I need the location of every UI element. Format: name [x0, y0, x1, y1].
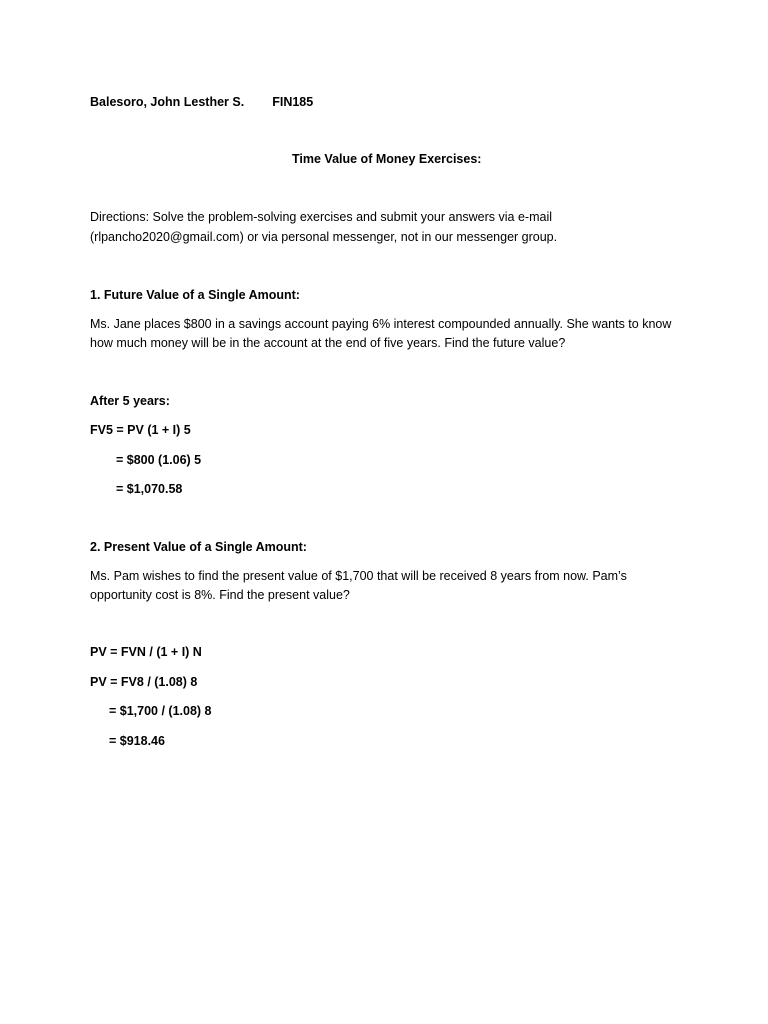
problem1-text-line-1: Ms. Jane places $800 in a savings account paying 6% interest compounded annually. She wants to know [90, 317, 672, 331]
directions-line-1: Directions: Solve the problem-solving exercises and submit your answers via e-mail [90, 210, 552, 224]
problem1-step-1: = $800 (1.06) 5 [116, 453, 202, 467]
problem2-heading: 2. Present Value of a Single Amount: [90, 540, 307, 554]
problem2-step-2: = $918.46 [109, 734, 165, 748]
problem2-text-line-2: opportunity cost is 8%. Find the present value? [90, 588, 350, 602]
problem2-text-line-1: Ms. Pam wishes to find the present value of $1,700 that will be received 8 years from now. Pam’s [90, 569, 627, 583]
course-code: FIN185 [272, 95, 314, 109]
problem1-after: After 5 years: [90, 394, 170, 408]
header-line [90, 94, 313, 110]
problem2-formula-1: PV = FVN / (1 + I) N [90, 645, 202, 659]
directions-line-2: (rlpancho2020@gmail.com) or via personal messenger, not in our messenger group. [90, 230, 558, 244]
problem2-step-1: = $1,700 / (1.08) 8 [109, 704, 212, 718]
problem1-step-2: = $1,070.58 [116, 482, 183, 496]
problem1-text-line-2: how much money will be in the account at the end of five years. Find the future value? [90, 336, 566, 350]
student-name: Balesoro, John Lesther S. [90, 95, 245, 109]
problem1-formula: FV5 = PV (1 + I) 5 [90, 423, 191, 437]
problem2-formula-2: PV = FV8 / (1.08) 8 [90, 675, 198, 689]
page-title: Time Value of Money Exercises: [292, 152, 482, 166]
problem1-heading: 1. Future Value of a Single Amount: [90, 288, 300, 302]
